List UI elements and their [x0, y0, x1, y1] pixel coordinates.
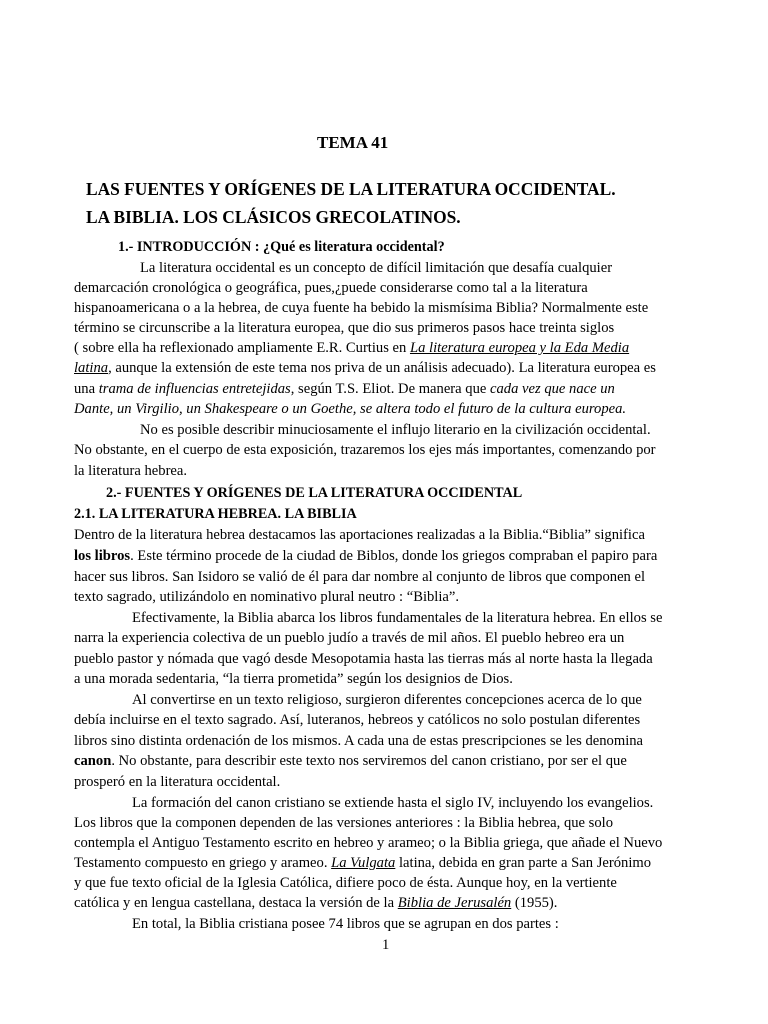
section-2-1-title: 2.1. LA LITERATURA HEBREA. LA BIBLIA: [74, 506, 357, 522]
curtius-book-link[interactable]: La literatura europea y la Eda Media: [409, 340, 630, 356]
paragraph-6-line-5: y que fue texto oficial de la Iglesia Católica, difiere poco de ésta. Aunque hoy, en la vertiente: [74, 875, 617, 891]
paragraph-3-line-3: hacer sus libros. San Isidoro se valió de él para dar nombre al conjunto de libros que componen el: [74, 569, 646, 585]
paragraph-6-line-6: [74, 894, 557, 912]
paragraph-2-line-1: No es posible describir minuciosamente el influjo literario en la civilización occidental.: [140, 422, 651, 438]
text-segment: (1955).: [511, 895, 558, 911]
eliot-quote: trama de influencias entretejidas: [98, 381, 291, 397]
paragraph-1-line-3: hispanoamericana o a la hebrea, de cuya fuente ha bebido la mismísima Biblia? Normalmente este: [74, 300, 649, 316]
main-heading-line-2: LA BIBLIA. LOS CLÁSICOS GRECOLATINOS.: [86, 207, 461, 227]
paragraph-5-line-2: debía incluirse en el texto sagrado. Así, luteranos, hebreos y católicos no solo postulan diferentes: [74, 712, 641, 728]
text-segment: , aunque la extensión de este tema nos priva de un análisis adecuado). La literatura europea es: [108, 360, 656, 376]
curtius-book-link-continued[interactable]: latina: [74, 360, 109, 376]
paragraph-2-line-3: la literatura hebrea.: [74, 463, 188, 479]
text-segment: ( sobre ella ha reflexionado ampliamente E.R. Curtius en: [74, 340, 410, 356]
paragraph-6-line-1: La formación del canon cristiano se extiende hasta el siglo IV, incluyendo los evangelios.: [132, 795, 654, 811]
vulgata-link[interactable]: La Vulgata: [331, 855, 396, 871]
paragraph-3-line-1: Dentro de la literatura hebrea destacamos las aportaciones realizadas a la Biblia.“Biblia” significa: [74, 527, 645, 543]
paragraph-5-line-4: [74, 752, 627, 770]
text-segment: latina, debida en gran parte a San Jerónimo: [395, 855, 652, 871]
paragraph-4-line-1: Efectivamente, la Biblia abarca los libros fundamentales de la literatura hebrea. En ellos se: [132, 610, 663, 626]
paragraph-1-line-4: término se circunscribe a la literatura europea, que dio sus primeros pasos hace treinta siglos: [74, 320, 615, 336]
paragraph-1-line-5: [74, 339, 629, 357]
paragraph-6-line-3: contempla el Antiguo Testamento escrito en hebreo y arameo; o la Biblia griega, que añade el Nuevo: [74, 835, 663, 851]
paragraph-1-line-2: demarcación cronológica o geográfica, pues,¿puede considerarse como tal a la literatura: [74, 280, 588, 296]
paragraph-5-line-1: Al convertirse en un texto religioso, surgieron diferentes concepciones acerca de lo que: [132, 692, 642, 708]
bold-term: los libros: [74, 548, 131, 564]
document-title: TEMA 41: [317, 133, 389, 152]
paragraph-4-line-4: a una morada sedentaria, “la tierra prometida” según los designios de Dios.: [74, 671, 513, 687]
paragraph-6-line-2: Los libros que la componen dependen de las versiones anteriores : la Biblia hebrea, que solo: [74, 815, 613, 831]
section-1-title: 1.- INTRODUCCIÓN : ¿Qué es literatura occidental?: [118, 239, 445, 255]
text-segment: , según T.S. Eliot. De manera que: [290, 381, 491, 397]
biblia-jerusalen-link[interactable]: Biblia de Jerusalén: [397, 895, 512, 911]
paragraph-1-line-8: Dante, un Virgilio, un Shakespeare o un Goethe, se altera todo el futuro de la cultura europea.: [74, 401, 627, 417]
text-segment: católica y en lengua castellana, destaca la versión de la: [74, 895, 398, 911]
paragraph-1-line-6: [74, 359, 656, 377]
paragraph-2-line-2: No obstante, en el cuerpo de esta exposición, trazaremos los ejes más importantes, comenzando por: [74, 442, 656, 458]
section-2-title: 2.- FUENTES Y ORÍGENES DE LA LITERATURA OCCIDENTAL: [106, 485, 523, 501]
main-heading-line-1: LAS FUENTES Y ORÍGENES DE LA LITERATURA OCCIDENTAL.: [86, 179, 616, 199]
text-segment: una: [74, 381, 99, 397]
paragraph-1-line-7: [74, 380, 615, 398]
italic-quote: cada vez que nace un: [490, 381, 615, 397]
text-segment: Testamento compuesto en griego y arameo.: [74, 855, 332, 871]
paragraph-5-line-5: prosperó en la literatura occidental.: [74, 774, 281, 790]
paragraph-3-line-2: [74, 547, 657, 565]
page-number: 1: [382, 937, 390, 953]
paragraph-7-line-1: En total, la Biblia cristiana posee 74 libros que se agrupan en dos partes :: [132, 916, 559, 932]
bold-term: canon: [74, 753, 112, 769]
paragraph-4-line-2: narra la experiencia colectiva de un pueblo judío a través de mil años. El pueblo hebreo era un: [74, 630, 625, 646]
paragraph-6-line-4: [74, 854, 651, 872]
paragraph-4-line-3: pueblo pastor y nómada que vagó desde Mesopotamia hasta las tierras más al norte hasta la llegada: [74, 651, 653, 667]
paragraph-5-line-3: libros sino distinta ordenación de los mismos. A cada una de estas prescripciones se les denomina: [74, 733, 644, 749]
text-segment: . No obstante, para describir este texto nos serviremos del canon cristiano, por ser el que: [111, 753, 627, 769]
paragraph-3-line-4: texto sagrado, utilizándolo en nominativo plural neutro : “Biblia”.: [74, 589, 460, 605]
paragraph-1-line-1: La literatura occidental es un concepto de difícil limitación que desafía cualquier: [140, 260, 613, 276]
text-segment: . Este término procede de la ciudad de Biblos, donde los griegos compraban el papiro para: [130, 548, 658, 564]
